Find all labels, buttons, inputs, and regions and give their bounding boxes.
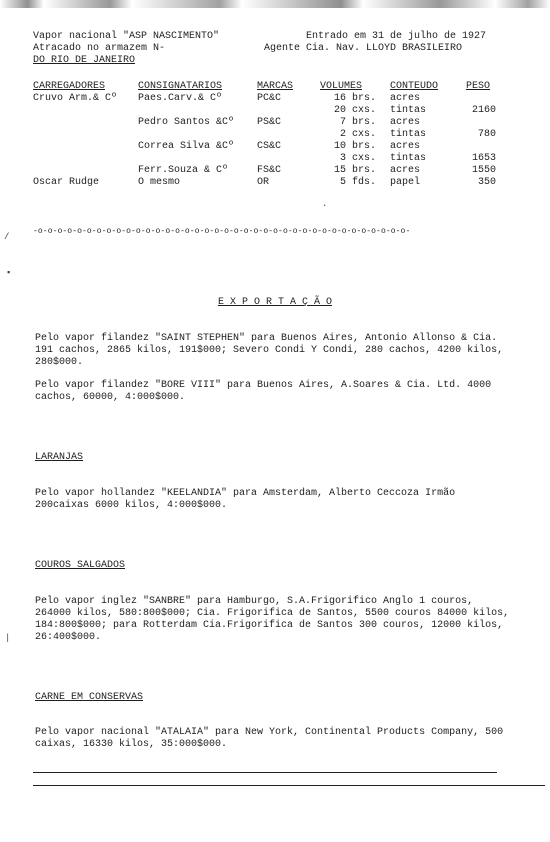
margin-mark: /: [4, 232, 10, 242]
table-cell: Paes.Carv.& Cº: [138, 93, 223, 104]
origin-port: DO RIO DE JANEIRO: [33, 55, 136, 66]
section-text-carne: Pelo vapor nacional "ATALAIA" para New York, Continental Products Company, 500 caixas, 16330 kilos, 35:000$000.: [35, 727, 504, 750]
col-header-contents: CONTEUDO: [390, 81, 439, 92]
table-cell: 7 brs.: [339, 117, 376, 128]
table-cell: CS&C: [257, 141, 282, 152]
col-header-marks: MARCAS: [257, 81, 294, 92]
table-cell: acres: [390, 93, 421, 104]
table-cell: 3 cxs.: [339, 153, 376, 164]
table-cell: PC&C: [257, 93, 282, 104]
section-text-laranjas: Pelo vapor hollandez "KEELANDIA" para Amsterdam, Alberto Ceccoza Irmão 200caixas 6000 kilos, 4:000$000.: [35, 488, 456, 511]
col-header-volumes: VOLUMES: [320, 81, 363, 92]
table-cell: acres: [390, 117, 421, 128]
table-cell: 10 brs.: [333, 141, 376, 152]
table-cell: Cruvo Arm.& Cº: [33, 93, 118, 104]
table-cell: tintas: [390, 153, 427, 164]
scan-top-edge: [0, 0, 550, 8]
table-cell: 350: [477, 177, 496, 188]
table-cell: O mesmo: [138, 177, 181, 188]
table-cell: 15 brs.: [333, 165, 376, 176]
table-cell: 20 cxs.: [333, 105, 376, 116]
table-cell: PS&C: [257, 117, 282, 128]
table-cell: 5 fds.: [339, 177, 376, 188]
export-paragraph: Pelo vapor filandez "BORE VIII" para Buenos Aires, A.Soares & Cia. Ltd. 4000 cachos, 60000, 4:000$000.: [35, 380, 492, 403]
col-header-consignees: CONSIGNATARIOS: [138, 81, 223, 92]
table-cell: tintas: [390, 129, 427, 140]
table-cell: acres: [390, 165, 421, 176]
table-cell: acres: [390, 141, 421, 152]
footer-rule: [33, 772, 497, 773]
section-title-carne: CARNE EM CONSERVAS: [35, 692, 144, 703]
section-title-laranjas: LARANJAS: [35, 452, 84, 463]
table-cell: Ferr.Souza & Cº: [138, 165, 229, 176]
table-cell: Correa Silva &Cº: [138, 141, 235, 152]
table-cell: tintas: [390, 105, 427, 116]
export-title: E X P O R T A Ç Ã O: [217, 297, 333, 308]
table-cell: FS&C: [257, 165, 282, 176]
margin-mark: ▪: [6, 268, 12, 278]
export-paragraph: Pelo vapor filandez "SAINT STEPHEN" para Buenos Aires, Antonio Allonso & Cia. 191 cachos, 2865 kilos, 191$000; Severo Condi Y Condi, 280 cachos, 4200 kilos, 280$000.: [35, 333, 504, 368]
stray-mark: .: [322, 199, 328, 209]
table-cell: OR: [257, 177, 270, 188]
ship-name-line: Vapor nacional "ASP NASCIMENTO": [33, 31, 220, 42]
col-header-shippers: CARREGADORES: [33, 81, 106, 92]
table-cell: 1550: [471, 165, 496, 176]
dock-line: Atracado no armazem N-: [33, 43, 166, 54]
agent-line: Agente Cia. Nav. LLOYD BRASILEIRO: [264, 43, 463, 54]
section-text-couros: Pelo vapor inglez "SANBRE" para Hamburgo, S.A.Frigorifico Anglo 1 couros, 264000 kilos, 580:800$000; Cia. Frigorifica de Santos, 5500 couros 84000 kilos, 184:800$000; para Rotterdam Cia.Frigorifica de Santos 300 couros, 12000 kilos, 26:400$000.: [35, 596, 510, 643]
arrival-date: Entrado em 31 de julho de 1927: [306, 31, 487, 42]
table-cell: Oscar Rudge: [33, 177, 100, 188]
table-cell: 780: [477, 129, 496, 140]
table-cell: papel: [390, 177, 421, 188]
table-cell: 2 cxs.: [339, 129, 376, 140]
table-cell: 16 brs.: [333, 93, 376, 104]
dotted-separator: -o-o-o-o-o-o-o-o-o-o-o-o-o-o-o-o-o-o-o-o-o-o-o-o-o-o-o-o-o-o-o-o-o-o-o-o-o-o-: [33, 227, 411, 236]
table-cell: 2160: [471, 105, 496, 116]
section-title-couros: COUROS SALGADOS: [35, 560, 126, 571]
margin-mark: |: [5, 633, 11, 643]
table-cell: 1653: [471, 153, 496, 164]
table-cell: Pedro Santos &Cº: [138, 117, 235, 128]
footer-rule: [33, 785, 545, 786]
col-header-weight: PESO: [466, 81, 491, 92]
